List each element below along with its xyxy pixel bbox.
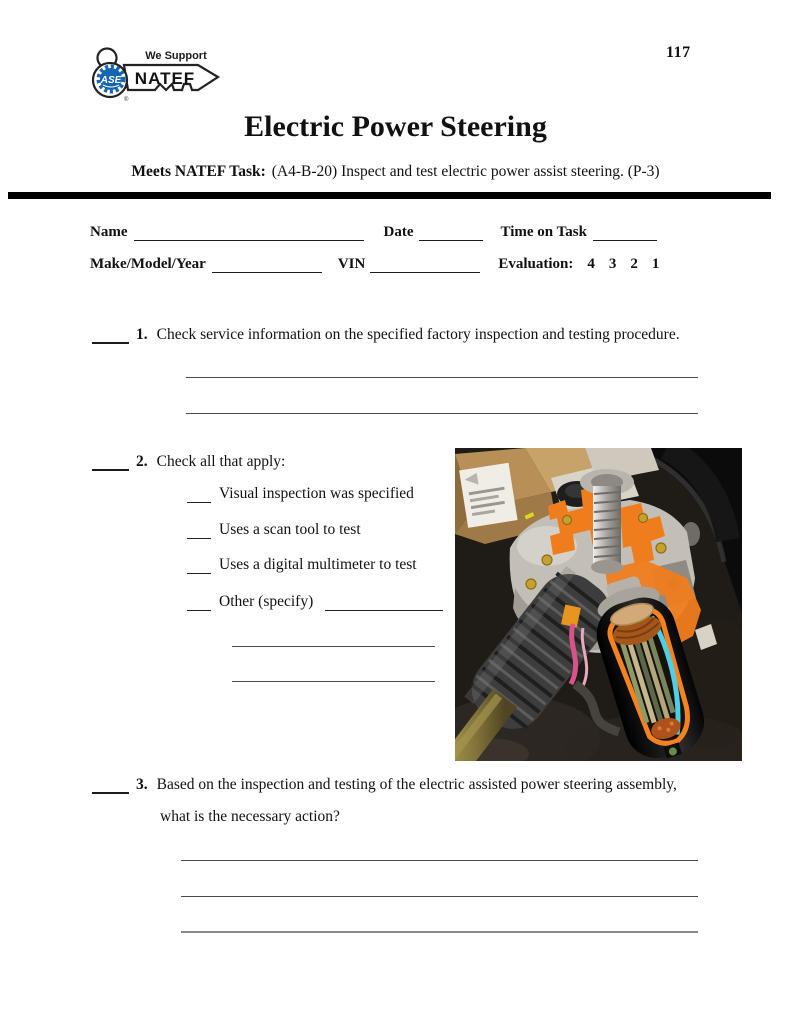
item-3-number: 3.	[136, 776, 148, 794]
page-title: Electric Power Steering	[244, 110, 547, 143]
answer-line	[232, 646, 435, 647]
answer-line	[181, 931, 698, 933]
grade-blank-2	[92, 453, 129, 471]
make-model-year-field	[212, 256, 322, 273]
evaluation-score-3: 3	[608, 256, 617, 272]
answer-line	[186, 413, 698, 414]
task-label: Meets NATEF Task:	[131, 163, 266, 180]
item-2-number: 2.	[136, 453, 148, 471]
check-blank	[187, 595, 211, 611]
option-text: Visual inspection was specified	[219, 485, 414, 502]
answer-line	[232, 681, 435, 682]
option-text: Uses a scan tool to test	[219, 521, 361, 538]
item-1-number: 1.	[136, 326, 148, 344]
checkbox-option	[187, 556, 417, 574]
task-item-3	[92, 776, 677, 794]
natef-task-line	[0, 163, 791, 181]
item-1-text: Check service information on the specified factory inspection and testing procedure.	[156, 326, 680, 344]
steering-assembly-photo	[455, 448, 742, 761]
time-on-task-label: Time on Task	[500, 224, 587, 240]
item-3-text-line1: Based on the inspection and testing of the electric assisted power steering assembly,	[156, 776, 677, 794]
vin-field	[370, 256, 480, 273]
date-field	[419, 224, 483, 241]
form-row-1	[90, 224, 657, 241]
option-text: Uses a digital multimeter to test	[219, 556, 417, 573]
shipping-label	[459, 463, 517, 528]
answer-line	[186, 377, 698, 378]
grade-blank-1	[92, 326, 129, 344]
form-row-2	[90, 256, 659, 273]
make-model-year-label: Make/Model/Year	[90, 256, 206, 272]
page-number: 117	[666, 44, 691, 61]
item-2-text: Check all that apply:	[156, 453, 286, 471]
evaluation-score-1: 1	[651, 256, 660, 272]
item-3-text-line2: what is the necessary action?	[160, 808, 340, 825]
name-label: Name	[90, 224, 128, 240]
date-label: Date	[383, 224, 414, 240]
check-blank	[187, 523, 211, 539]
other-specify-field	[325, 595, 443, 611]
evaluation-score-2: 2	[630, 256, 638, 272]
svg-text:ASE: ASE	[100, 75, 122, 86]
answer-line	[181, 860, 698, 861]
registered-mark: ®	[124, 97, 129, 103]
evaluation-label: Evaluation:	[498, 256, 574, 272]
logo-org-text: NATEF	[134, 69, 196, 88]
header-rule	[8, 192, 771, 199]
task-text: (A4-B-20) Inspect and test electric power assist steering. (P-3)	[271, 163, 660, 180]
checkbox-option	[187, 485, 414, 503]
name-field	[134, 224, 364, 241]
natef-ase-logo	[88, 44, 222, 104]
answer-line	[181, 896, 698, 897]
vin-label: VIN	[337, 256, 366, 272]
time-on-task-field	[593, 224, 657, 241]
logo-support-text: We Support	[145, 50, 207, 62]
checkbox-option	[187, 521, 361, 539]
other-label: Other (specify)	[219, 593, 314, 610]
check-blank	[187, 487, 211, 503]
task-item-1	[92, 326, 680, 344]
evaluation-score-4: 4	[587, 256, 595, 272]
grade-blank-3	[92, 776, 129, 794]
check-blank	[187, 558, 211, 574]
checkbox-option-other	[187, 593, 443, 611]
task-item-2	[92, 453, 285, 471]
